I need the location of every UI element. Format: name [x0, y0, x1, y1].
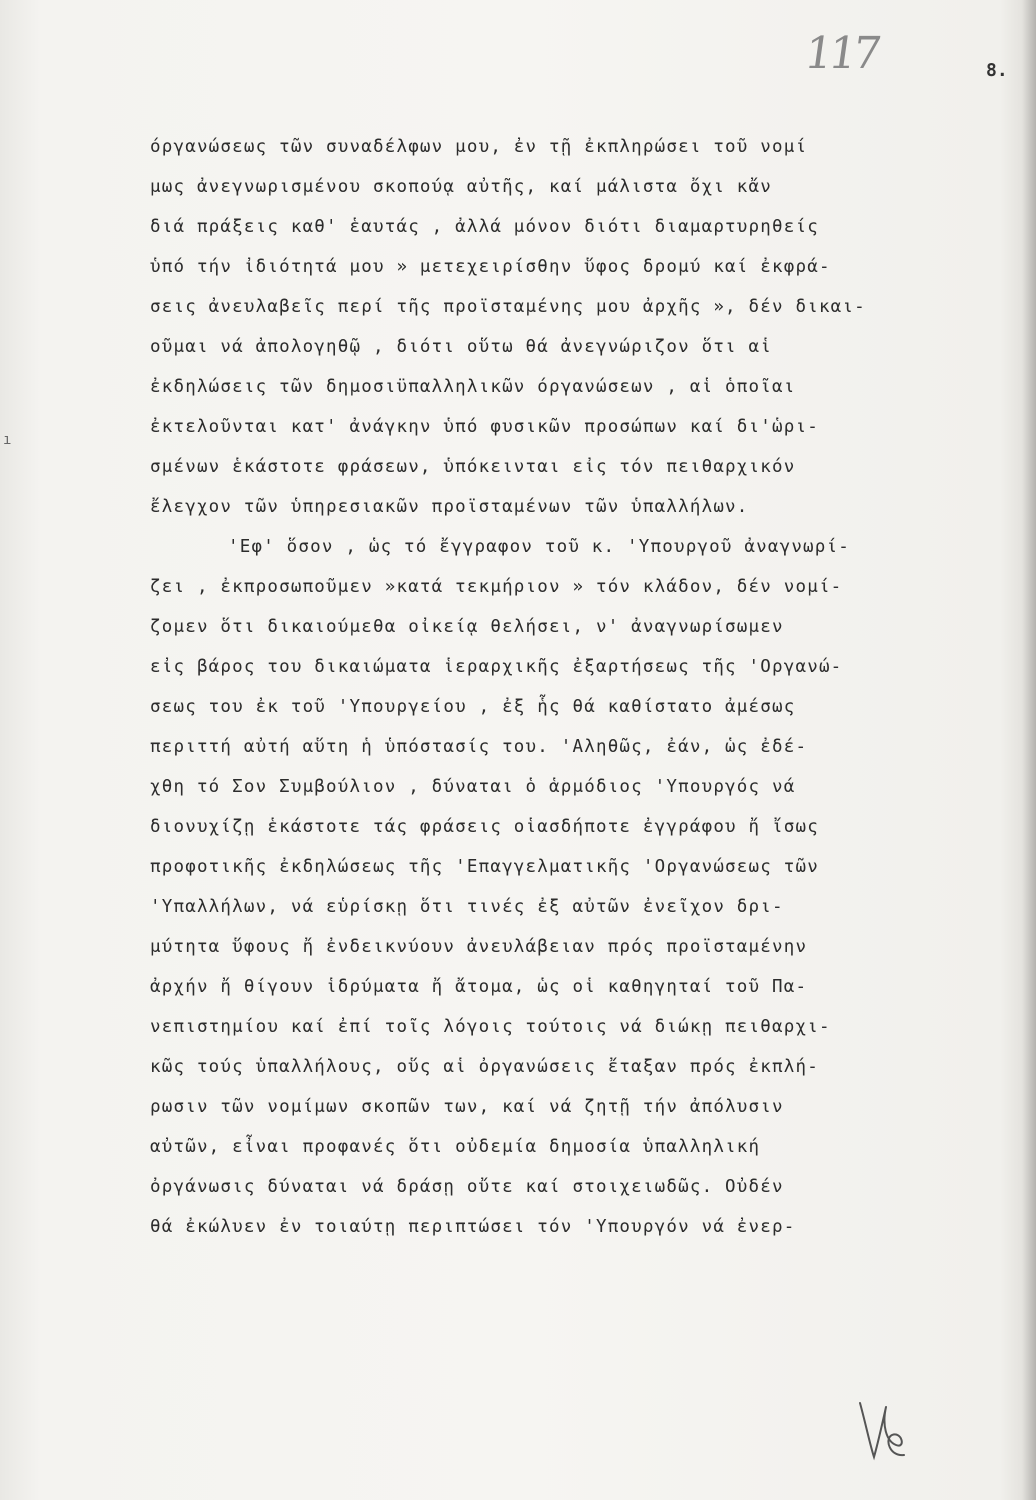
margin-mark: ı [3, 432, 12, 448]
text-line: μως ἀνεγνωρισμένου σκοπούᾳ αὐτῆς, καί μάλιστα ὄχι κἄν [150, 177, 773, 197]
text-line: σεως του ἐκ τοῦ 'Υπουργείου , ἐξ ἧς θά καθίστατο ἀμέσως [150, 697, 796, 717]
text-line: προφοτικῆς ἐκδηλώσεως τῆς 'Επαγγελματικῆς 'Οργανώσεως τῶν [150, 857, 819, 877]
text-line: διά πράξεις καθ' ἑαυτάς , ἀλλά μόνον διότι διαμαρτυρηθείς [150, 217, 819, 237]
typed-body-text [150, 127, 1030, 1247]
text-line: διονυχίζῃ ἑκάστοτε τάς φράσεις οἱασδήποτε ἐγγράφου ἤ ἴσως [150, 817, 819, 837]
text-line: ρωσιν τῶν νομίμων σκοπῶν των, καί νά ζητῇ τήν ἀπόλυσιν [150, 1097, 784, 1117]
text-line: ἐκδηλώσεις τῶν δημοσιϋπαλληλικῶν όργανώσεων , αἱ ὁποῖαι [150, 377, 796, 397]
text-line: μύτητα ὕφους ἤ ἐνδεικνύουν ἀνευλάβειαν πρός προϊσταμένην [150, 937, 808, 957]
text-line: ἐκτελοῦνται κατ' ἀνάγκην ὑπό φυσικῶν προσώπων καί δι'ὡρι- [150, 417, 819, 437]
text-line: σμένων ἑκάστοτε φράσεων, ὑπόκεινται εἰς τόν πειθαρχικόν [150, 457, 796, 477]
text-line: θά ἐκώλυεν ἐν τοιαύτῃ περιπτώσει τόν 'Υπουργόν νά ἐνερ- [150, 1217, 796, 1237]
text-line: νεπιστημίου καί ἐπί τοῖς λόγοις τούτοις νά διώκῃ πειθαρχι- [150, 1017, 831, 1037]
handwritten-initials [852, 1395, 912, 1465]
text-line: αὐτῶν, εἶναι προφανές ὅτι οὐδεμία δημοσία ὑπαλληλική [150, 1137, 761, 1157]
typed-page-number: 8. [986, 60, 1008, 81]
text-line: όργανώσεως τῶν συναδέλφων μου, ἐν τῇ ἐκπληρώσει τοῦ νομί [150, 137, 808, 157]
text-line: σεις ἀνευλαβεῖς περί τῆς προϊσταμένης μου ἀρχῆς », δέν δικαι- [150, 297, 866, 317]
text-line: χθη τό Σον Συμβούλιον , δύναται ὁ ἁρμόδιος 'Υπουργός νά [150, 777, 796, 797]
text-line: ζει , ἐκπροσωποῦμεν »κατά τεκμήριον » τόν κλάδον, δέν νομί- [150, 577, 843, 597]
text-line: περιττή αὐτή αὕτη ἡ ὑπόστασίς του. 'Αληθῶς, ἐάν, ὡς ἐδέ- [150, 737, 808, 757]
handwritten-folio-number: 117 [801, 28, 881, 79]
text-line: ἀρχήν ἤ θίγουν ἱδρύματα ἤ ἄτομα, ὡς οἱ καθηγηταί τοῦ Πα- [150, 977, 808, 997]
text-line: κῶς τούς ὑπαλλήλους, οὕς αἱ ὀργανώσεις ἔταξαν πρός ἐκπλή- [150, 1057, 819, 1077]
text-line: εἰς βάρος του δικαιώματα ἱεραρχικῆς ἐξαρτήσεως τῆς 'Οργανώ- [150, 657, 843, 677]
text-line: 'Υπαλλήλων, νά εὑρίσκῃ ὅτι τινές ἐξ αὐτῶν ἐνεῖχον δρι- [150, 897, 784, 917]
text-line: οῦμαι νά ἀπολογηθῷ , διότι οὕτω θά ἀνεγνώριζον ὅτι αἱ [150, 337, 773, 357]
text-line: ζομεν ὅτι δικαιούμεθα οἰκείᾳ θελήσει, ν' ἀναγνωρίσωμεν [150, 617, 784, 637]
text-line: ὀργάνωσις δύναται νά δράσῃ οὔτε καί στοιχειωδῶς. Οὐδέν [150, 1177, 784, 1197]
text-line: ὑπό τήν ἰδιότητά μου » μετεχειρίσθην ὕφος δρομύ καί ἐκφρά- [150, 257, 831, 277]
text-line: 'Εφ' ὅσον , ὡς τό ἔγγραφον τοῦ κ. 'Υπουργοῦ ἀναγνωρί- [228, 537, 851, 557]
text-line: ἔλεγχον τῶν ὑπηρεσιακῶν προϊσταμένων τῶν ὑπαλλήλων. [150, 497, 749, 517]
